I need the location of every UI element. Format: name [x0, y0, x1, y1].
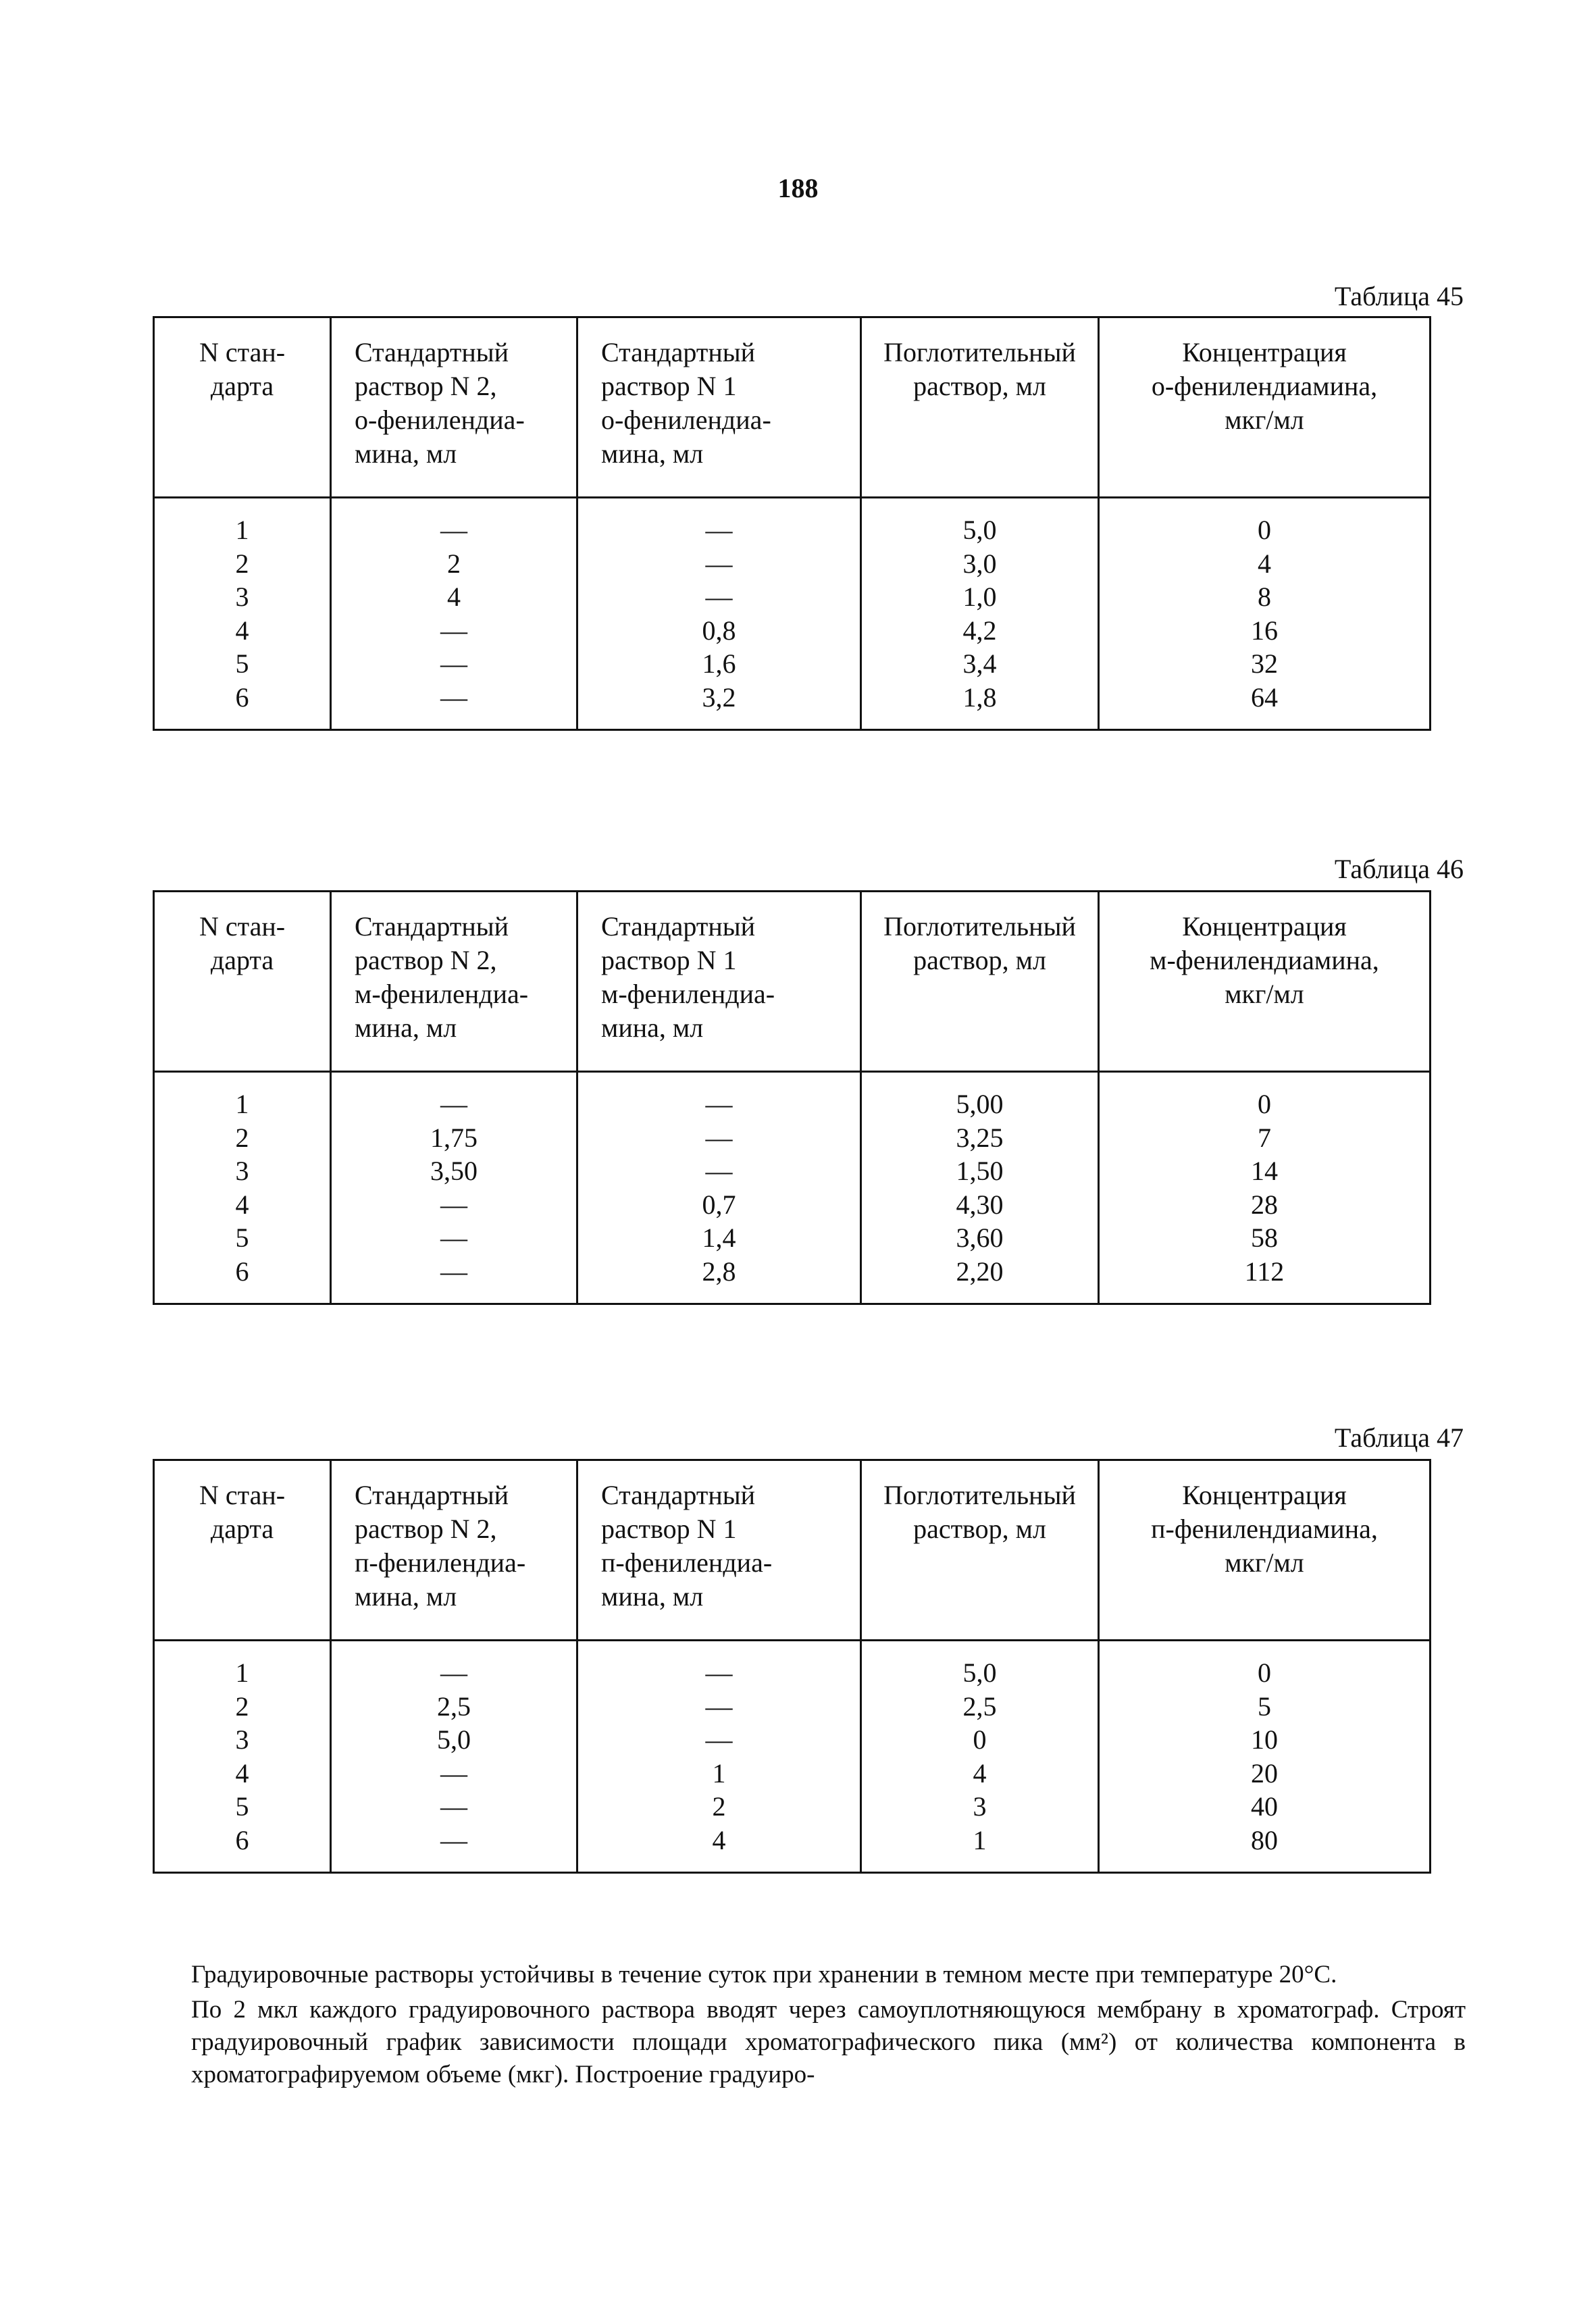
table-cell: 7	[1099, 1121, 1431, 1155]
column-header: Поглотительный раствор, мл	[861, 892, 1099, 1072]
table-46	[153, 890, 1429, 1305]
table-row	[154, 1154, 1431, 1188]
table-cell: 3	[154, 580, 331, 614]
table-cell: 3,2	[577, 681, 861, 730]
table-header-row	[154, 317, 1431, 498]
table-cell: —	[331, 498, 577, 547]
table-cell: 64	[1099, 681, 1431, 730]
table-cell: 1	[154, 498, 331, 547]
table-cell: 0,8	[577, 614, 861, 648]
table-row	[154, 1641, 1431, 1690]
column-header: N стан- дарта	[154, 1460, 331, 1641]
table-cell: 5	[154, 1790, 331, 1824]
body-text	[191, 1959, 1466, 2091]
table-row	[154, 614, 1431, 648]
table-cell: 3,0	[861, 547, 1099, 581]
table-45-grid	[153, 316, 1431, 731]
page-number: 188	[777, 173, 819, 203]
table-cell: 20	[1099, 1757, 1431, 1791]
table-cell: 2,5	[861, 1690, 1099, 1724]
table-cell: 4	[1099, 547, 1431, 581]
table-47	[153, 1459, 1429, 1874]
table-cell: 5	[154, 647, 331, 681]
table-header-row	[154, 892, 1431, 1072]
table-row	[154, 1790, 1431, 1824]
table-cell: 2,20	[861, 1255, 1099, 1304]
table-cell: 10	[1099, 1723, 1431, 1757]
column-header: Стандартный раствор N 1 м-фенилендиа- мина, мл	[577, 892, 861, 1072]
table-cell: 4	[861, 1757, 1099, 1791]
table-cell: 3,4	[861, 647, 1099, 681]
table-row	[154, 1121, 1431, 1155]
table-row	[154, 1690, 1431, 1724]
table-cell: 3	[154, 1154, 331, 1188]
table-row	[154, 647, 1431, 681]
table-cell: 1,75	[331, 1121, 577, 1155]
table-row	[154, 681, 1431, 730]
table-cell: —	[331, 1188, 577, 1222]
table-cell: —	[577, 547, 861, 581]
paragraph: Градуировочные растворы устойчивы в течение суток при хранении в темном месте при температуре 20°С.	[191, 1961, 1337, 1988]
table-47-grid	[153, 1459, 1431, 1874]
table-cell: —	[331, 1221, 577, 1255]
table-cell: 40	[1099, 1790, 1431, 1824]
table-row	[154, 1188, 1431, 1222]
table-row	[154, 1723, 1431, 1757]
table-cell: 4	[154, 1757, 331, 1791]
table-cell: 1,6	[577, 647, 861, 681]
table-cell: —	[577, 1641, 861, 1690]
table-cell: 112	[1099, 1255, 1431, 1304]
table-cell: —	[331, 681, 577, 730]
column-header: Концентрация о-фенилендиамина, мкг/мл	[1099, 317, 1431, 498]
table-cell: 5	[154, 1221, 331, 1255]
table-cell: 16	[1099, 614, 1431, 648]
table-cell: 6	[154, 1824, 331, 1873]
table-cell: 1	[861, 1824, 1099, 1873]
table-cell: 1	[577, 1757, 861, 1791]
column-header: Стандартный раствор N 2, м-фенилендиа- мина, мл	[331, 892, 577, 1072]
table-46-caption: Таблица 46	[1334, 854, 1464, 884]
table-cell: 4	[331, 580, 577, 614]
table-cell: 2	[154, 1121, 331, 1155]
table-cell: 4	[154, 614, 331, 648]
table-row	[154, 1072, 1431, 1121]
table-cell: —	[331, 1255, 577, 1304]
table-cell: —	[331, 1757, 577, 1791]
table-cell: 2	[154, 1690, 331, 1724]
table-cell: 1,50	[861, 1154, 1099, 1188]
table-cell: 0	[1099, 1072, 1431, 1121]
table-cell: 5,0	[861, 498, 1099, 547]
column-header: Поглотительный раствор, мл	[861, 317, 1099, 498]
column-header: Стандартный раствор N 1 п-фенилендиа- мина, мл	[577, 1460, 861, 1641]
table-cell: 0	[1099, 1641, 1431, 1690]
table-cell: 3	[154, 1723, 331, 1757]
table-cell: 2,5	[331, 1690, 577, 1724]
table-row	[154, 1221, 1431, 1255]
table-row	[154, 1824, 1431, 1873]
table-46-grid	[153, 890, 1431, 1305]
table-row	[154, 498, 1431, 547]
column-header: N стан- дарта	[154, 892, 331, 1072]
table-cell: 3,25	[861, 1121, 1099, 1155]
table-cell: 0,7	[577, 1188, 861, 1222]
table-cell: 80	[1099, 1824, 1431, 1873]
table-cell: —	[331, 1824, 577, 1873]
table-cell: 4	[577, 1824, 861, 1873]
table-header-row	[154, 1460, 1431, 1641]
table-45	[153, 316, 1429, 731]
table-cell: 4,30	[861, 1188, 1099, 1222]
table-cell: 2	[577, 1790, 861, 1824]
table-cell: —	[331, 1072, 577, 1121]
table-cell: 1,8	[861, 681, 1099, 730]
table-row	[154, 1757, 1431, 1791]
table-cell: 4	[154, 1188, 331, 1222]
table-cell: —	[577, 498, 861, 547]
table-cell: 3,60	[861, 1221, 1099, 1255]
table-cell: 5,00	[861, 1072, 1099, 1121]
table-cell: —	[577, 1072, 861, 1121]
table-cell: 5,0	[331, 1723, 577, 1757]
column-header: Поглотительный раствор, мл	[861, 1460, 1099, 1641]
table-cell: —	[577, 1723, 861, 1757]
table-cell: 1	[154, 1641, 331, 1690]
table-cell: 2	[154, 547, 331, 581]
table-cell: 0	[1099, 498, 1431, 547]
table-cell: 28	[1099, 1188, 1431, 1222]
table-body	[154, 1072, 1431, 1304]
table-row	[154, 580, 1431, 614]
table-cell: 6	[154, 681, 331, 730]
table-cell: —	[331, 1641, 577, 1690]
paragraph: По 2 мкл каждого градуировочного раствора вводят через самоуплотняющуюся мембрану в хроматограф. Строят градуировочный график зависимости площади хроматографического пика (мм²) от количества компонента в хроматографируемом объеме (мкг). Построение градуиро-	[191, 1996, 1466, 2088]
table-cell: 8	[1099, 580, 1431, 614]
table-row	[154, 547, 1431, 581]
table-cell: 2,8	[577, 1255, 861, 1304]
table-cell: —	[577, 1154, 861, 1188]
table-cell: 5	[1099, 1690, 1431, 1724]
table-cell: 14	[1099, 1154, 1431, 1188]
table-45-caption: Таблица 45	[1334, 281, 1464, 311]
table-cell: 1,4	[577, 1221, 861, 1255]
table-cell: 1,0	[861, 580, 1099, 614]
table-cell: 5,0	[861, 1641, 1099, 1690]
table-body	[154, 1641, 1431, 1873]
column-header: Концентрация м-фенилендиамина, мкг/мл	[1099, 892, 1431, 1072]
column-header: Стандартный раствор N 2, п-фенилендиа- мина, мл	[331, 1460, 577, 1641]
table-cell: —	[331, 1790, 577, 1824]
table-body	[154, 498, 1431, 730]
table-cell: —	[577, 1121, 861, 1155]
table-cell: —	[577, 580, 861, 614]
table-cell: 6	[154, 1255, 331, 1304]
table-cell: 0	[861, 1723, 1099, 1757]
column-header: Стандартный раствор N 2, о-фенилендиа- мина, мл	[331, 317, 577, 498]
table-47-caption: Таблица 47	[1334, 1422, 1464, 1453]
table-cell: 3	[861, 1790, 1099, 1824]
table-cell: —	[331, 614, 577, 648]
table-cell: 3,50	[331, 1154, 577, 1188]
column-header: Стандартный раствор N 1 о-фенилендиа- мина, мл	[577, 317, 861, 498]
column-header: N стан- дарта	[154, 317, 331, 498]
table-cell: 2	[331, 547, 577, 581]
table-cell: 32	[1099, 647, 1431, 681]
table-row	[154, 1255, 1431, 1304]
table-cell: —	[577, 1690, 861, 1724]
column-header: Концентрация п-фенилендиамина, мкг/мл	[1099, 1460, 1431, 1641]
table-cell: 1	[154, 1072, 331, 1121]
table-cell: —	[331, 647, 577, 681]
table-cell: 58	[1099, 1221, 1431, 1255]
table-cell: 4,2	[861, 614, 1099, 648]
